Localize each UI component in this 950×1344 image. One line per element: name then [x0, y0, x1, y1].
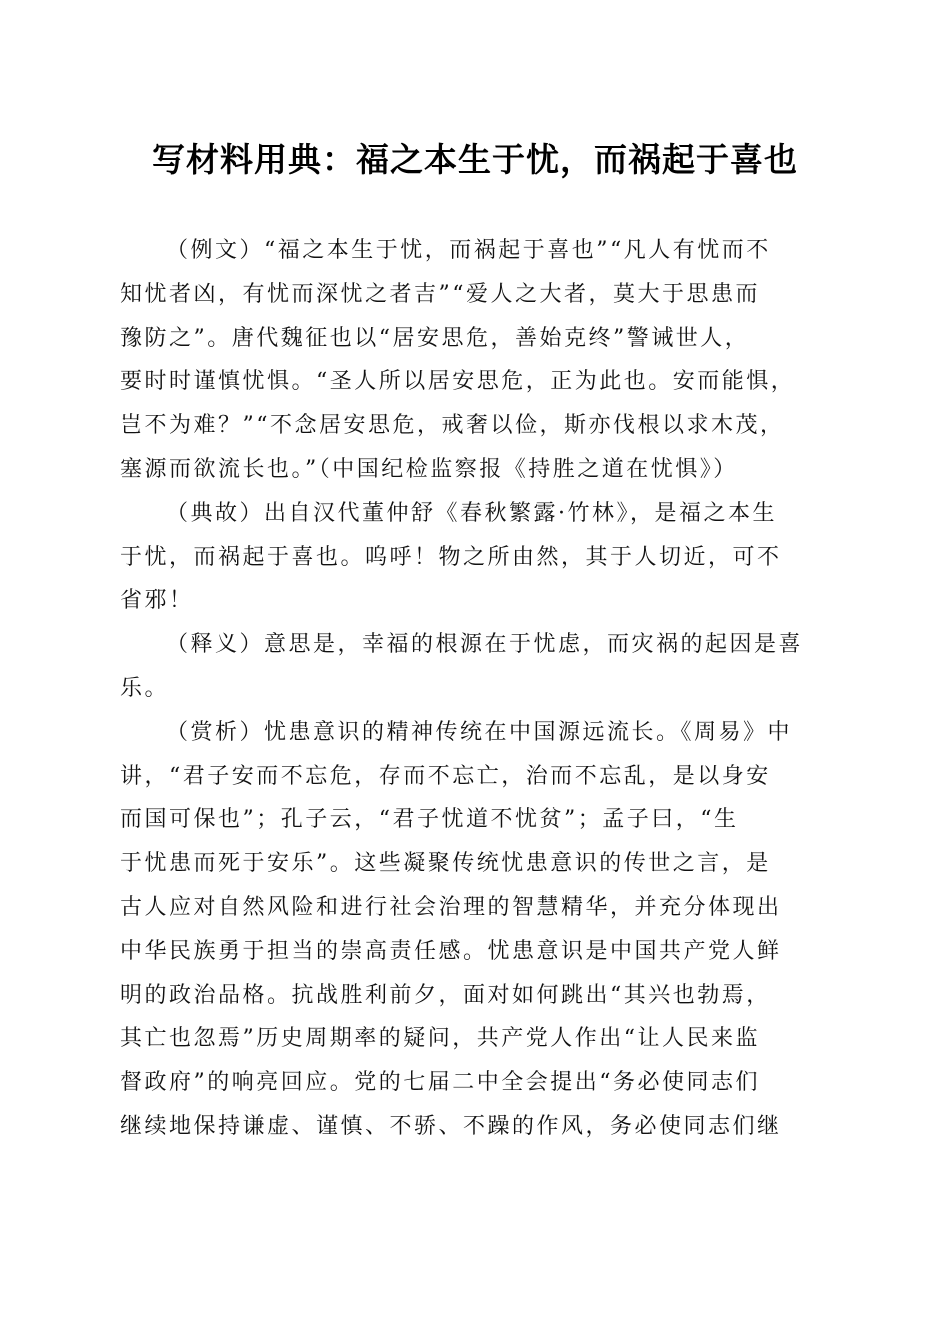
document-body [120, 229, 832, 1149]
text-line: 省邪！ [120, 588, 194, 614]
text-line: （赏析）忧患意识的精神传统在中国源远流长。《周易》中 [166, 719, 793, 745]
text-line: 其亡也忽焉”历史周期率的疑问，共产党人作出“让人民来监 [120, 1026, 760, 1052]
text-line: 中华民族勇于担当的崇高责任感。忧患意识是中国共产党人鲜 [120, 938, 782, 964]
paragraph-example [120, 229, 832, 492]
text-line: （例文）“福之本生于忧，而祸起于喜也”“凡人有忧而不 [166, 238, 771, 263]
text-line: 乐。 [120, 675, 170, 701]
document-title: 写材料用典：福之本生于忧，而祸起于喜也 [152, 140, 798, 179]
text-line: 豫防之”。唐代魏征也以“居安思危，善始克终”警诫世人， [120, 325, 750, 351]
paragraph-analysis [120, 711, 832, 1149]
text-line: 要时时谨慎忧惧。“圣人所以居安思危，正为此也。安而能惧， [120, 369, 796, 395]
text-line: 而国可保也”；孔子云，“君子忧道不忧贫”；孟子曰，“生 [120, 807, 739, 833]
text-line: （典故）出自汉代董仲舒《春秋繁露·竹林》，是福之本生 [166, 500, 777, 526]
text-line: 讲，“君子安而不忘危，存而不忘亡，治而不忘乱，是以身安 [120, 763, 771, 789]
text-line: 于忧，而祸起于喜也。呜呼！物之所由然，其于人切近，可不 [120, 544, 782, 570]
paragraph-meaning [120, 623, 832, 711]
text-line: 继续地保持谦虚、谨慎、不骄、不躁的作风，务必使同志们继 [120, 1113, 782, 1139]
text-line: 岂不为难？”“不念居安思危，戒奢以俭，斯亦伐根以求木茂， [120, 413, 785, 439]
text-line: 古人应对自然风险和进行社会治理的智慧精华，并充分体现出 [120, 894, 782, 920]
text-line: 明的政治品格。抗战胜利前夕，面对如何跳出“其兴也勃焉， [120, 982, 771, 1008]
text-line: 塞源而欲流长也。”（中国纪检监察报《持胜之道在忧惧》） [120, 456, 738, 482]
text-line: （释义）意思是，幸福的根源在于忧虑，而灾祸的起因是喜 [166, 632, 804, 658]
text-line: 督政府”的响亮回应。党的七届二中全会提出“务必使同志们 [120, 1070, 760, 1096]
text-line: 知忧者凶，有忧而深忧之者吉”“爱人之大者，莫大于思患而 [120, 281, 760, 307]
paragraph-allusion [120, 492, 832, 623]
text-line: 于忧患而死于安乐”。这些凝聚传统忧患意识的传世之言，是 [120, 851, 771, 877]
